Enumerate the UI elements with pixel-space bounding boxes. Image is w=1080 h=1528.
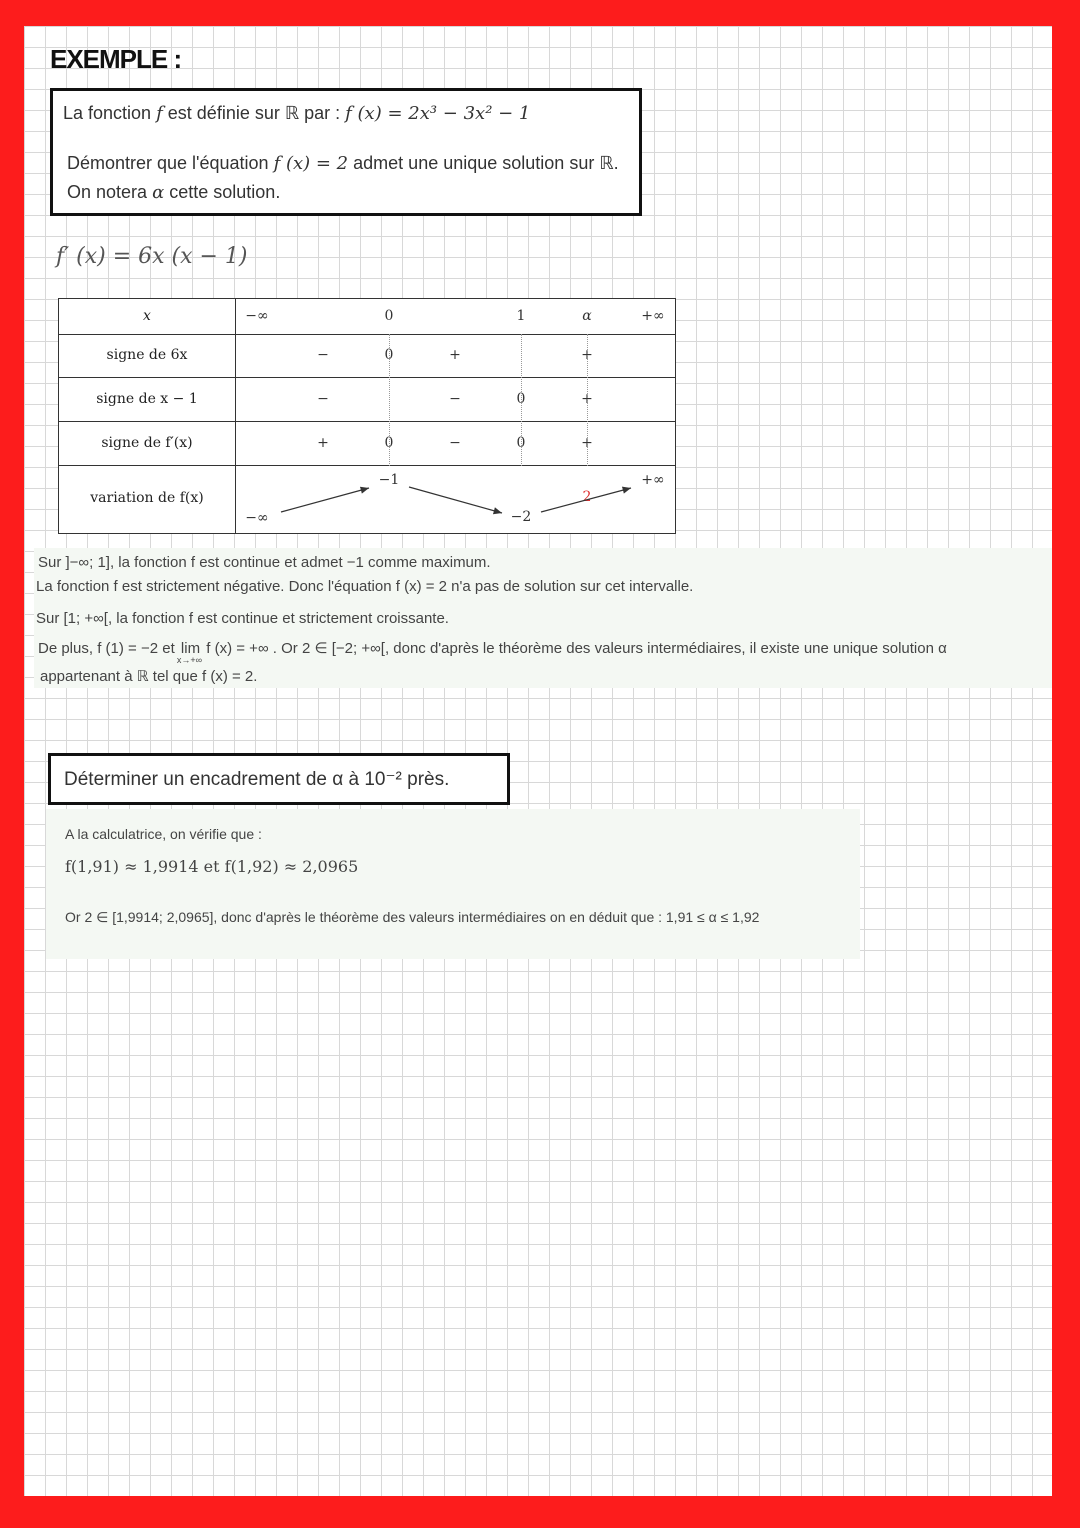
sign: −	[317, 347, 329, 363]
table-row	[59, 422, 675, 466]
sign: 0	[516, 391, 526, 407]
limit-label: lim	[180, 640, 201, 657]
math-equation: f (x) = 2	[273, 153, 349, 174]
text: La fonction	[63, 103, 152, 123]
math: α	[152, 182, 165, 203]
solution-line: Sur ]−∞; 1], la fonction f est continue et admet −1 comme maximum.	[38, 554, 491, 571]
x-value: α	[582, 308, 592, 324]
text: est définie sur ℝ par :	[167, 103, 341, 123]
row-label: signe de f′(x)	[101, 435, 193, 451]
table-divider	[235, 299, 236, 533]
sign: −	[317, 391, 329, 407]
sign: +	[581, 391, 593, 407]
variation-table	[58, 298, 676, 534]
dotted-line	[521, 334, 522, 466]
sign: +	[449, 347, 461, 363]
solution-line: A la calculatrice, on vérifie que :	[65, 826, 262, 842]
solution-line	[38, 639, 947, 665]
sign: 0	[384, 435, 394, 451]
dotted-line	[587, 334, 588, 466]
text: De plus, f (1) = −2 et	[38, 640, 175, 657]
variation-start: −∞	[245, 510, 269, 526]
dotted-line	[389, 334, 390, 466]
x-value: 1	[516, 308, 526, 324]
solution-line: appartenant à ℝ tel que f (x) = 2.	[40, 668, 258, 685]
sign: +	[581, 435, 593, 451]
variation-arrows	[59, 466, 675, 533]
limit-subscript: x→+∞	[176, 655, 203, 665]
limit	[176, 640, 203, 665]
arrow-up	[541, 488, 631, 512]
solution-line: Or 2 ∈ [1,9914; 2,0965], donc d'après le théorème des valeurs intermédiaires on en déduit que : 1,91 ≤ α ≤ 1,92	[65, 909, 760, 925]
table-header-row	[59, 299, 675, 335]
x-value: +∞	[641, 308, 665, 324]
sign: −	[449, 435, 461, 451]
sign: 0	[516, 435, 526, 451]
x-value: 0	[384, 308, 394, 324]
text: cette solution.	[169, 182, 281, 202]
solution-panel-1	[34, 548, 1052, 688]
text: admet une unique solution sur ℝ.	[353, 153, 619, 173]
sign: −	[449, 391, 461, 407]
sign: +	[581, 347, 593, 363]
table-row	[59, 334, 675, 378]
page-title: EXEMPLE :	[50, 44, 182, 74]
variation-alpha-value: 2	[582, 489, 592, 505]
question-text: Déterminer un encadrement de α à 10⁻² près.	[64, 769, 450, 790]
derivative-formula: f′ (x) = 6x (x − 1)	[56, 244, 248, 269]
arrow-up	[281, 488, 369, 512]
header-x-label: x	[143, 308, 151, 324]
solution-panel-2	[46, 809, 860, 959]
variation-max: −1	[378, 472, 400, 488]
sign: 0	[384, 347, 394, 363]
notebook-page	[24, 26, 1052, 1496]
math: f	[156, 103, 163, 124]
variation-min: −2	[510, 509, 532, 525]
problem-line-2	[67, 153, 619, 174]
table-row	[59, 378, 675, 422]
row-label: variation de f(x)	[90, 490, 204, 506]
row-label: signe de 6x	[106, 347, 188, 363]
x-value: −∞	[245, 308, 269, 324]
text: On notera	[67, 182, 148, 202]
math-equation: f (x) = 2x³ − 3x² − 1	[345, 103, 531, 124]
solution-line: La fonction f est strictement négative. Donc l'équation f (x) = 2 n'a pas de solution sur cet intervalle.	[36, 578, 694, 595]
sign: +	[317, 435, 329, 451]
problem-line-1	[63, 103, 530, 124]
question-box	[48, 753, 510, 805]
arrow-down	[409, 487, 502, 513]
row-label: signe de x − 1	[96, 391, 198, 407]
solution-line: Sur [1; +∞[, la fonction f est continue et strictement croissante.	[36, 610, 449, 627]
solution-line: f(1,91) ≈ 1,9914 et f(1,92) ≈ 2,0965	[65, 857, 359, 876]
text: Démontrer que l'équation	[67, 153, 269, 173]
variation-end: +∞	[641, 472, 665, 488]
problem-line-3	[67, 182, 280, 203]
variation-row	[59, 466, 675, 533]
text: f (x) = +∞ . Or 2 ∈ [−2; +∞[, donc d'après le théorème des valeurs intermédiaires, il existe une unique solution α	[206, 640, 947, 657]
problem-box	[50, 88, 642, 216]
